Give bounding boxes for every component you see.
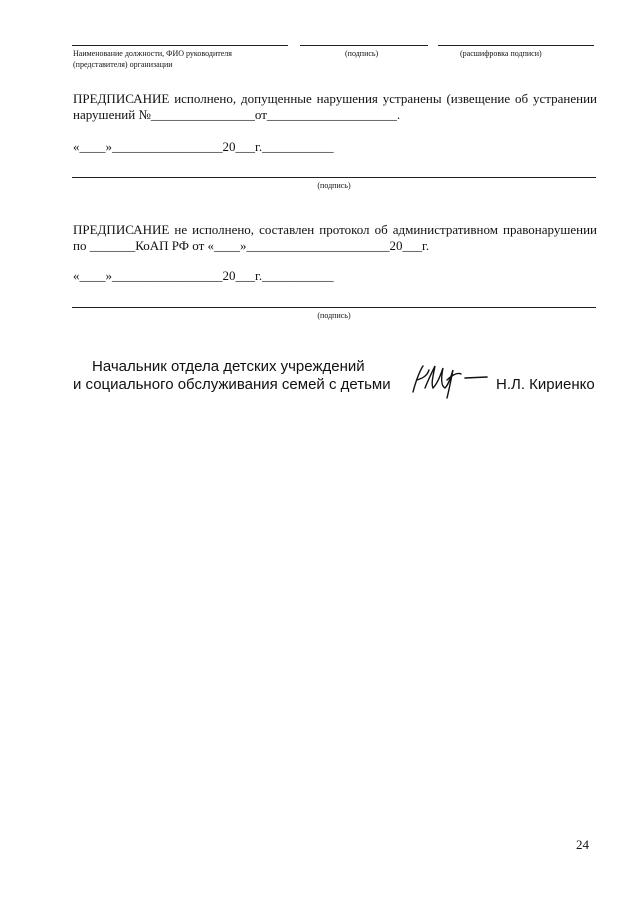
executed-signature-caption: (подпись) xyxy=(317,181,351,190)
position-caption-2: (представителя) организации xyxy=(73,60,173,69)
decoding-line xyxy=(438,45,594,46)
handwritten-signature xyxy=(403,358,493,400)
not-executed-signature-line xyxy=(72,307,596,308)
executed-paragraph-line2: нарушений №________________от____________________. xyxy=(73,107,401,122)
signature-caption: (подпись) xyxy=(345,49,379,58)
not-executed-paragraph-line1: ПРЕДПИСАНИЕ не исполнено, составлен протокол об административном правонарушении xyxy=(73,222,597,237)
executed-signature-line xyxy=(72,177,596,178)
decoding-caption: (расшифровка подписи) xyxy=(460,49,542,58)
executed-paragraph-line1: ПРЕДПИСАНИЕ исполнено, допущенные нарушения устранены (извещение об устранении xyxy=(73,91,597,106)
page-number: 24 xyxy=(576,837,589,852)
position-caption: Наименование должности, ФИО руководителя xyxy=(73,49,232,58)
official-title-line2: и социального обслуживания семей с детьми xyxy=(73,376,391,393)
not-executed-paragraph-line2: по _______КоАП РФ от «____»______________________20___г. xyxy=(73,238,430,253)
not-executed-signature-caption: (подпись) xyxy=(317,311,351,320)
official-name: Н.Л. Кириенко xyxy=(496,376,595,393)
signature-line xyxy=(300,45,428,46)
not-executed-date-line: «____»_________________20___г.___________ xyxy=(73,268,334,283)
official-title-line1: Начальник отдела детских учреждений xyxy=(92,358,365,375)
executed-date-line: «____»_________________20___г.___________ xyxy=(73,139,334,154)
position-line xyxy=(72,45,288,46)
